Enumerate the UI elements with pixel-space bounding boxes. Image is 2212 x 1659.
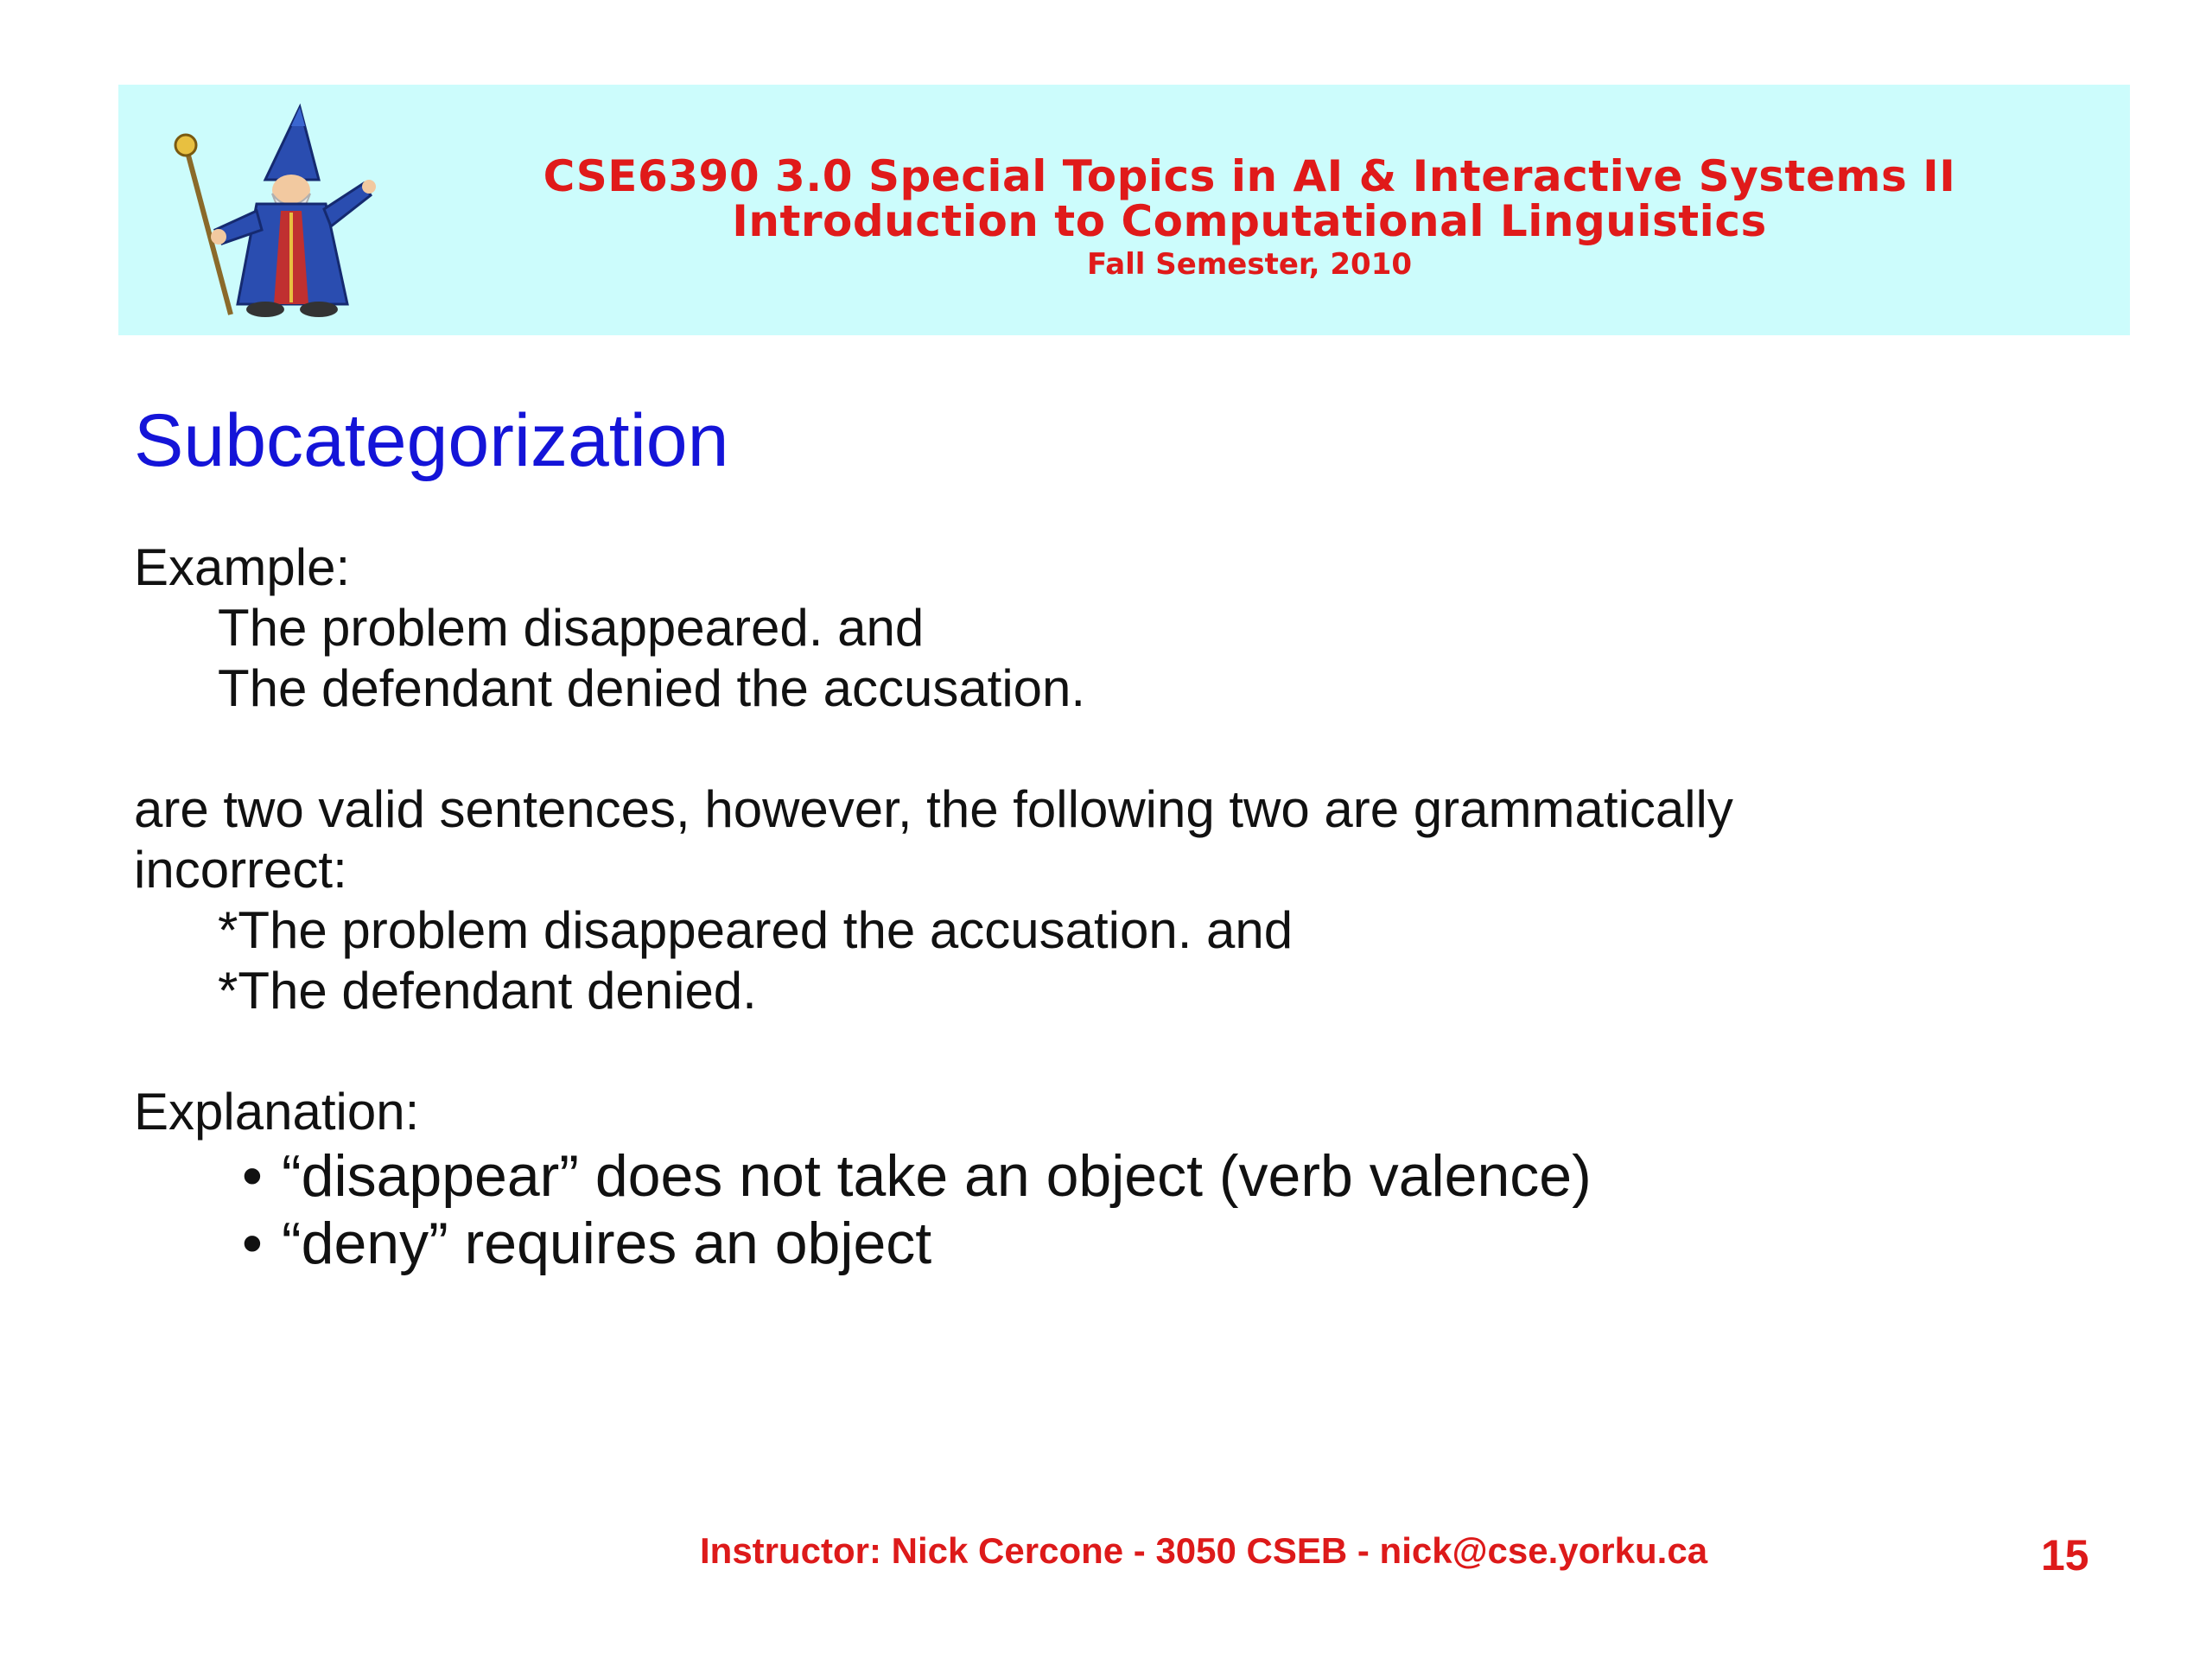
bullet-icon: • <box>242 1211 263 1276</box>
slide-body <box>134 537 2078 1277</box>
page-number: 15 <box>2041 1531 2089 1580</box>
slide-title: Subcategorization <box>134 399 729 482</box>
invalid-sentence: *The defendant denied. <box>218 962 757 1020</box>
header-banner <box>118 85 2130 335</box>
explanation-list <box>134 1142 2078 1277</box>
valid-sentence: The problem disappeared. and <box>218 599 925 657</box>
course-title: CSE6390 3.0 Special Topics in AI & Interactive Systems II <box>543 151 1956 201</box>
example-label: Example: <box>134 538 351 596</box>
course-subtitle: Introduction to Computational Linguistics <box>732 196 1767 246</box>
explanation-text: “deny” requires an object <box>282 1211 932 1276</box>
statement-line: incorrect: <box>134 841 347 899</box>
bullet-icon: • <box>242 1143 263 1209</box>
instructor-footer: Instructor: Nick Cercone - 3050 CSEB - nick@cse.yorku.ca <box>700 1530 1708 1571</box>
semester: Fall Semester, 2010 <box>1086 247 1413 282</box>
explanation-text: “disappear” does not take an object (verb valence) <box>282 1143 1592 1209</box>
statement-line: are two valid sentences, however, the following two are grammatically <box>134 780 1733 838</box>
valid-sentence: The defendant denied the accusation. <box>218 659 1086 717</box>
invalid-sentence: *The problem disappeared the accusation. and <box>218 901 1294 959</box>
course-header <box>447 151 2052 283</box>
wizard-icon <box>170 100 378 327</box>
list-item <box>242 1142 2078 1210</box>
list-item <box>242 1210 2078 1277</box>
explanation-label: Explanation: <box>134 1083 420 1141</box>
